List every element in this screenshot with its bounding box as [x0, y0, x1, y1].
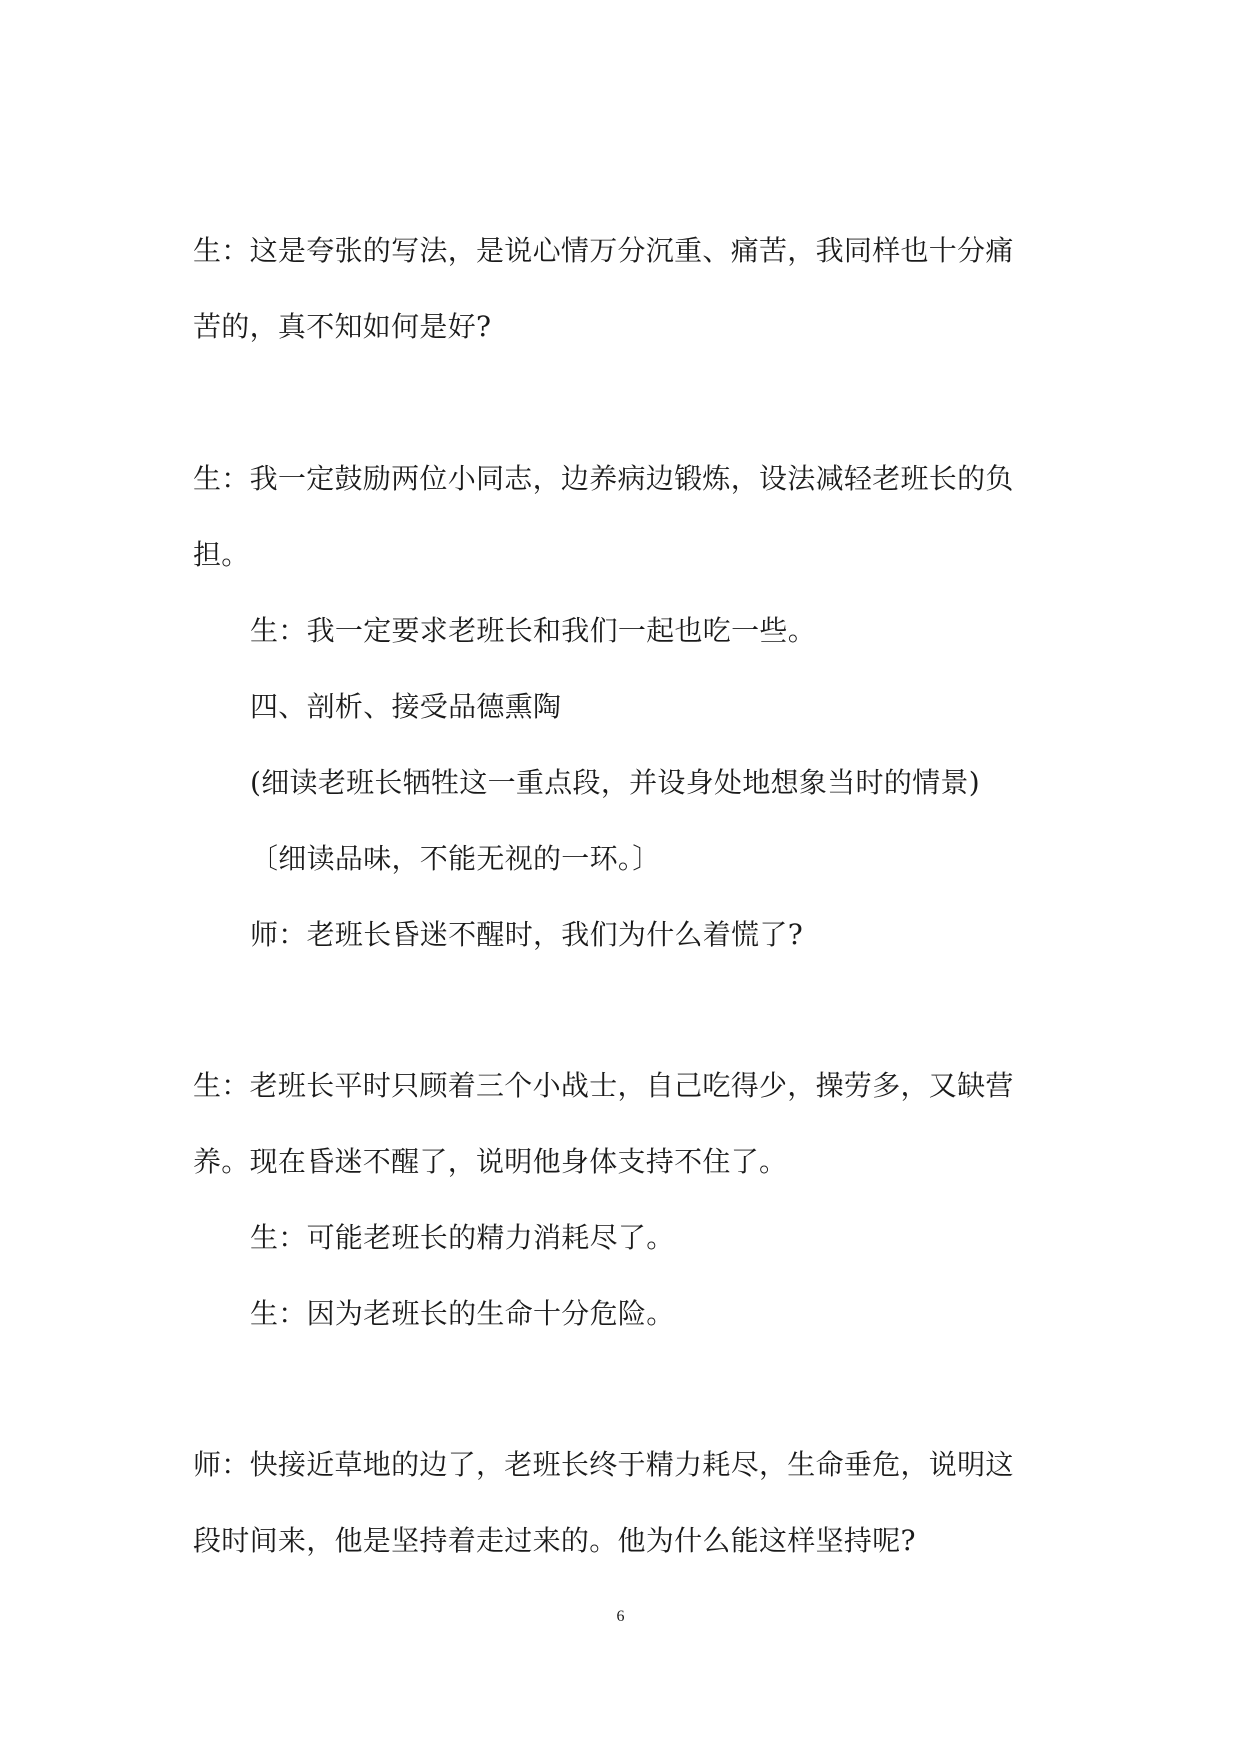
paragraph-line: 生：我一定鼓励两位小同志，边养病边锻炼，设法减轻老班长的负 [193, 462, 1014, 495]
paragraph-line: 师：快接近草地的边了，老班长终于精力耗尽，生命垂危，说明这 [193, 1448, 1014, 1481]
paragraph-line: 苦的，真不知如何是好? [193, 310, 492, 343]
page-number: 6 [616, 1608, 625, 1625]
section-heading: 四、剖析、接受品德熏陶 [250, 690, 562, 723]
paragraph-line: 生：可能老班长的精力消耗尽了。 [250, 1221, 675, 1254]
paragraph-line: 生：这是夸张的写法，是说心情万分沉重、痛苦，我同样也十分痛 [193, 234, 1014, 267]
paragraph-line: 〔细读品味，不能无视的一环。〕 [250, 842, 661, 875]
paragraph-line: 生：老班长平时只顾着三个小战士，自己吃得少，操劳多，又缺营 [193, 1069, 1014, 1102]
paragraph-line: 生：因为老班长的生命十分危险。 [250, 1297, 675, 1330]
paragraph-line: (细读老班长牺牲这一重点段，并设身处地想象当时的情景) [250, 766, 980, 799]
paragraph-line: 担。 [193, 538, 250, 571]
paragraph-line: 师：老班长昏迷不醒时，我们为什么着慌了? [250, 918, 804, 951]
paragraph-line: 养。现在昏迷不醒了，说明他身体支持不住了。 [193, 1145, 788, 1178]
paragraph-line: 段时间来，他是坚持着走过来的。他为什么能这样坚持呢? [193, 1524, 916, 1557]
paragraph-line: 生：我一定要求老班长和我们一起也吃一些。 [250, 614, 817, 647]
